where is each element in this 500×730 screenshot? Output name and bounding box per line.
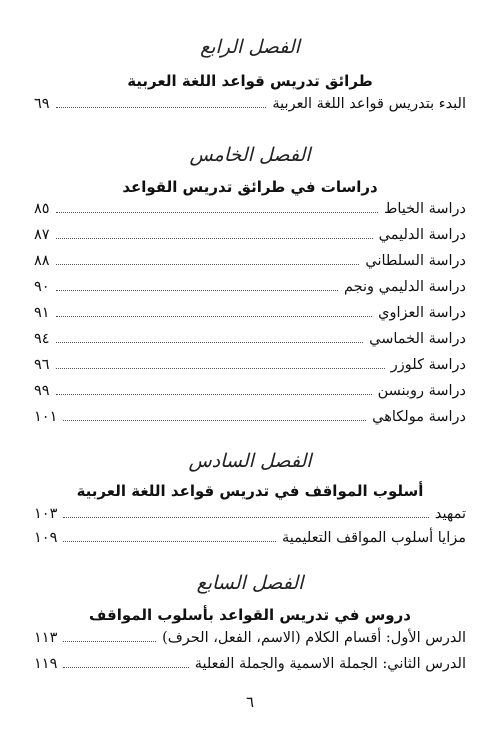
entry-page: ٦٩ <box>34 96 50 112</box>
dot-leader <box>56 280 338 291</box>
section-title-4: طرائق تدريس قواعد اللغة العربية <box>127 72 373 90</box>
toc-entry <box>34 331 466 353</box>
dot-leader <box>56 202 378 213</box>
entry-label: مزايا أسلوب المواقف التعليمية <box>281 530 466 546</box>
dot-leader <box>63 507 429 518</box>
entry-page: ٨٧ <box>34 227 50 243</box>
entry-page: ١٠٣ <box>34 506 58 522</box>
dot-leader <box>56 358 385 369</box>
entry-page: ١١٩ <box>34 656 58 672</box>
toc-entry <box>34 305 466 327</box>
entry-label: دراسة السلطاني <box>365 253 466 269</box>
entry-label: دراسة كلوزر <box>390 357 466 373</box>
dot-leader <box>56 332 364 343</box>
entry-page: ٩١ <box>34 305 50 321</box>
toc-entry <box>34 383 466 405</box>
dot-leader <box>63 657 188 668</box>
entry-label: دراسة العزاوي <box>378 305 466 321</box>
toc-entry <box>34 357 466 379</box>
chapter-heading-6: الفصل السادس <box>188 450 312 472</box>
entry-page: ٩٤ <box>34 331 50 347</box>
section-title-5: دراسات في طرائق تدريس القواعد <box>122 178 378 196</box>
dot-leader <box>56 384 372 395</box>
entry-page: ٩٠ <box>34 279 50 295</box>
entry-label: دراسة مولكاهي <box>372 409 466 425</box>
entry-page: ١٠١ <box>34 409 58 425</box>
entry-label: دراسة الدليمي ونجم <box>344 279 466 295</box>
dot-leader <box>63 531 276 542</box>
entry-label: دراسة الخياط <box>383 201 466 217</box>
section-title-7: دروس في تدريس القواعد بأسلوب المواقف <box>89 606 411 624</box>
toc-entry <box>34 506 466 528</box>
toc-entry <box>34 253 466 275</box>
dot-leader <box>56 254 360 265</box>
toc-entry <box>34 279 466 301</box>
dot-leader <box>56 228 373 239</box>
dot-leader <box>63 631 156 642</box>
toc-entry <box>34 530 466 552</box>
entry-page: ٩٩ <box>34 383 50 399</box>
toc-entry <box>34 227 466 249</box>
entry-label: تمهيد <box>434 506 466 522</box>
entry-label: الدرس الثاني: الجملة الاسمية والجملة الفعلية <box>194 656 466 672</box>
entry-label: الدرس الأول: أقسام الكلام (الاسم، الفعل، الحرف) <box>162 630 466 646</box>
dot-leader <box>63 410 366 421</box>
entry-label: دراسة الدليمي <box>378 227 466 243</box>
toc-entry <box>34 630 466 652</box>
entry-label: البدء بتدريس قواعد اللغة العربية <box>272 96 466 112</box>
dot-leader <box>56 306 373 317</box>
toc-entry <box>34 409 466 431</box>
chapter-heading-5: الفصل الخامس <box>189 144 311 166</box>
entry-label: دراسة روبنسن <box>377 383 466 399</box>
entry-page: ٨٨ <box>34 253 50 269</box>
chapter-heading-4: الفصل الرابع <box>200 36 300 58</box>
dot-leader <box>56 97 267 108</box>
entry-page: ٩٦ <box>34 357 50 373</box>
toc-entry <box>34 96 466 118</box>
chapter-heading-7: الفصل السابع <box>196 572 304 594</box>
section-title-6: أسلوب المواقف في تدريس قواعد اللغة العربية <box>76 482 424 500</box>
entry-page: ١١٣ <box>34 630 58 646</box>
entry-page: ١٠٩ <box>34 530 58 546</box>
entry-label: دراسة الخماسي <box>369 331 466 347</box>
page-number: ٦ <box>245 693 255 711</box>
toc-entry <box>34 656 466 678</box>
toc-entry <box>34 201 466 223</box>
entry-page: ٨٥ <box>34 201 50 217</box>
